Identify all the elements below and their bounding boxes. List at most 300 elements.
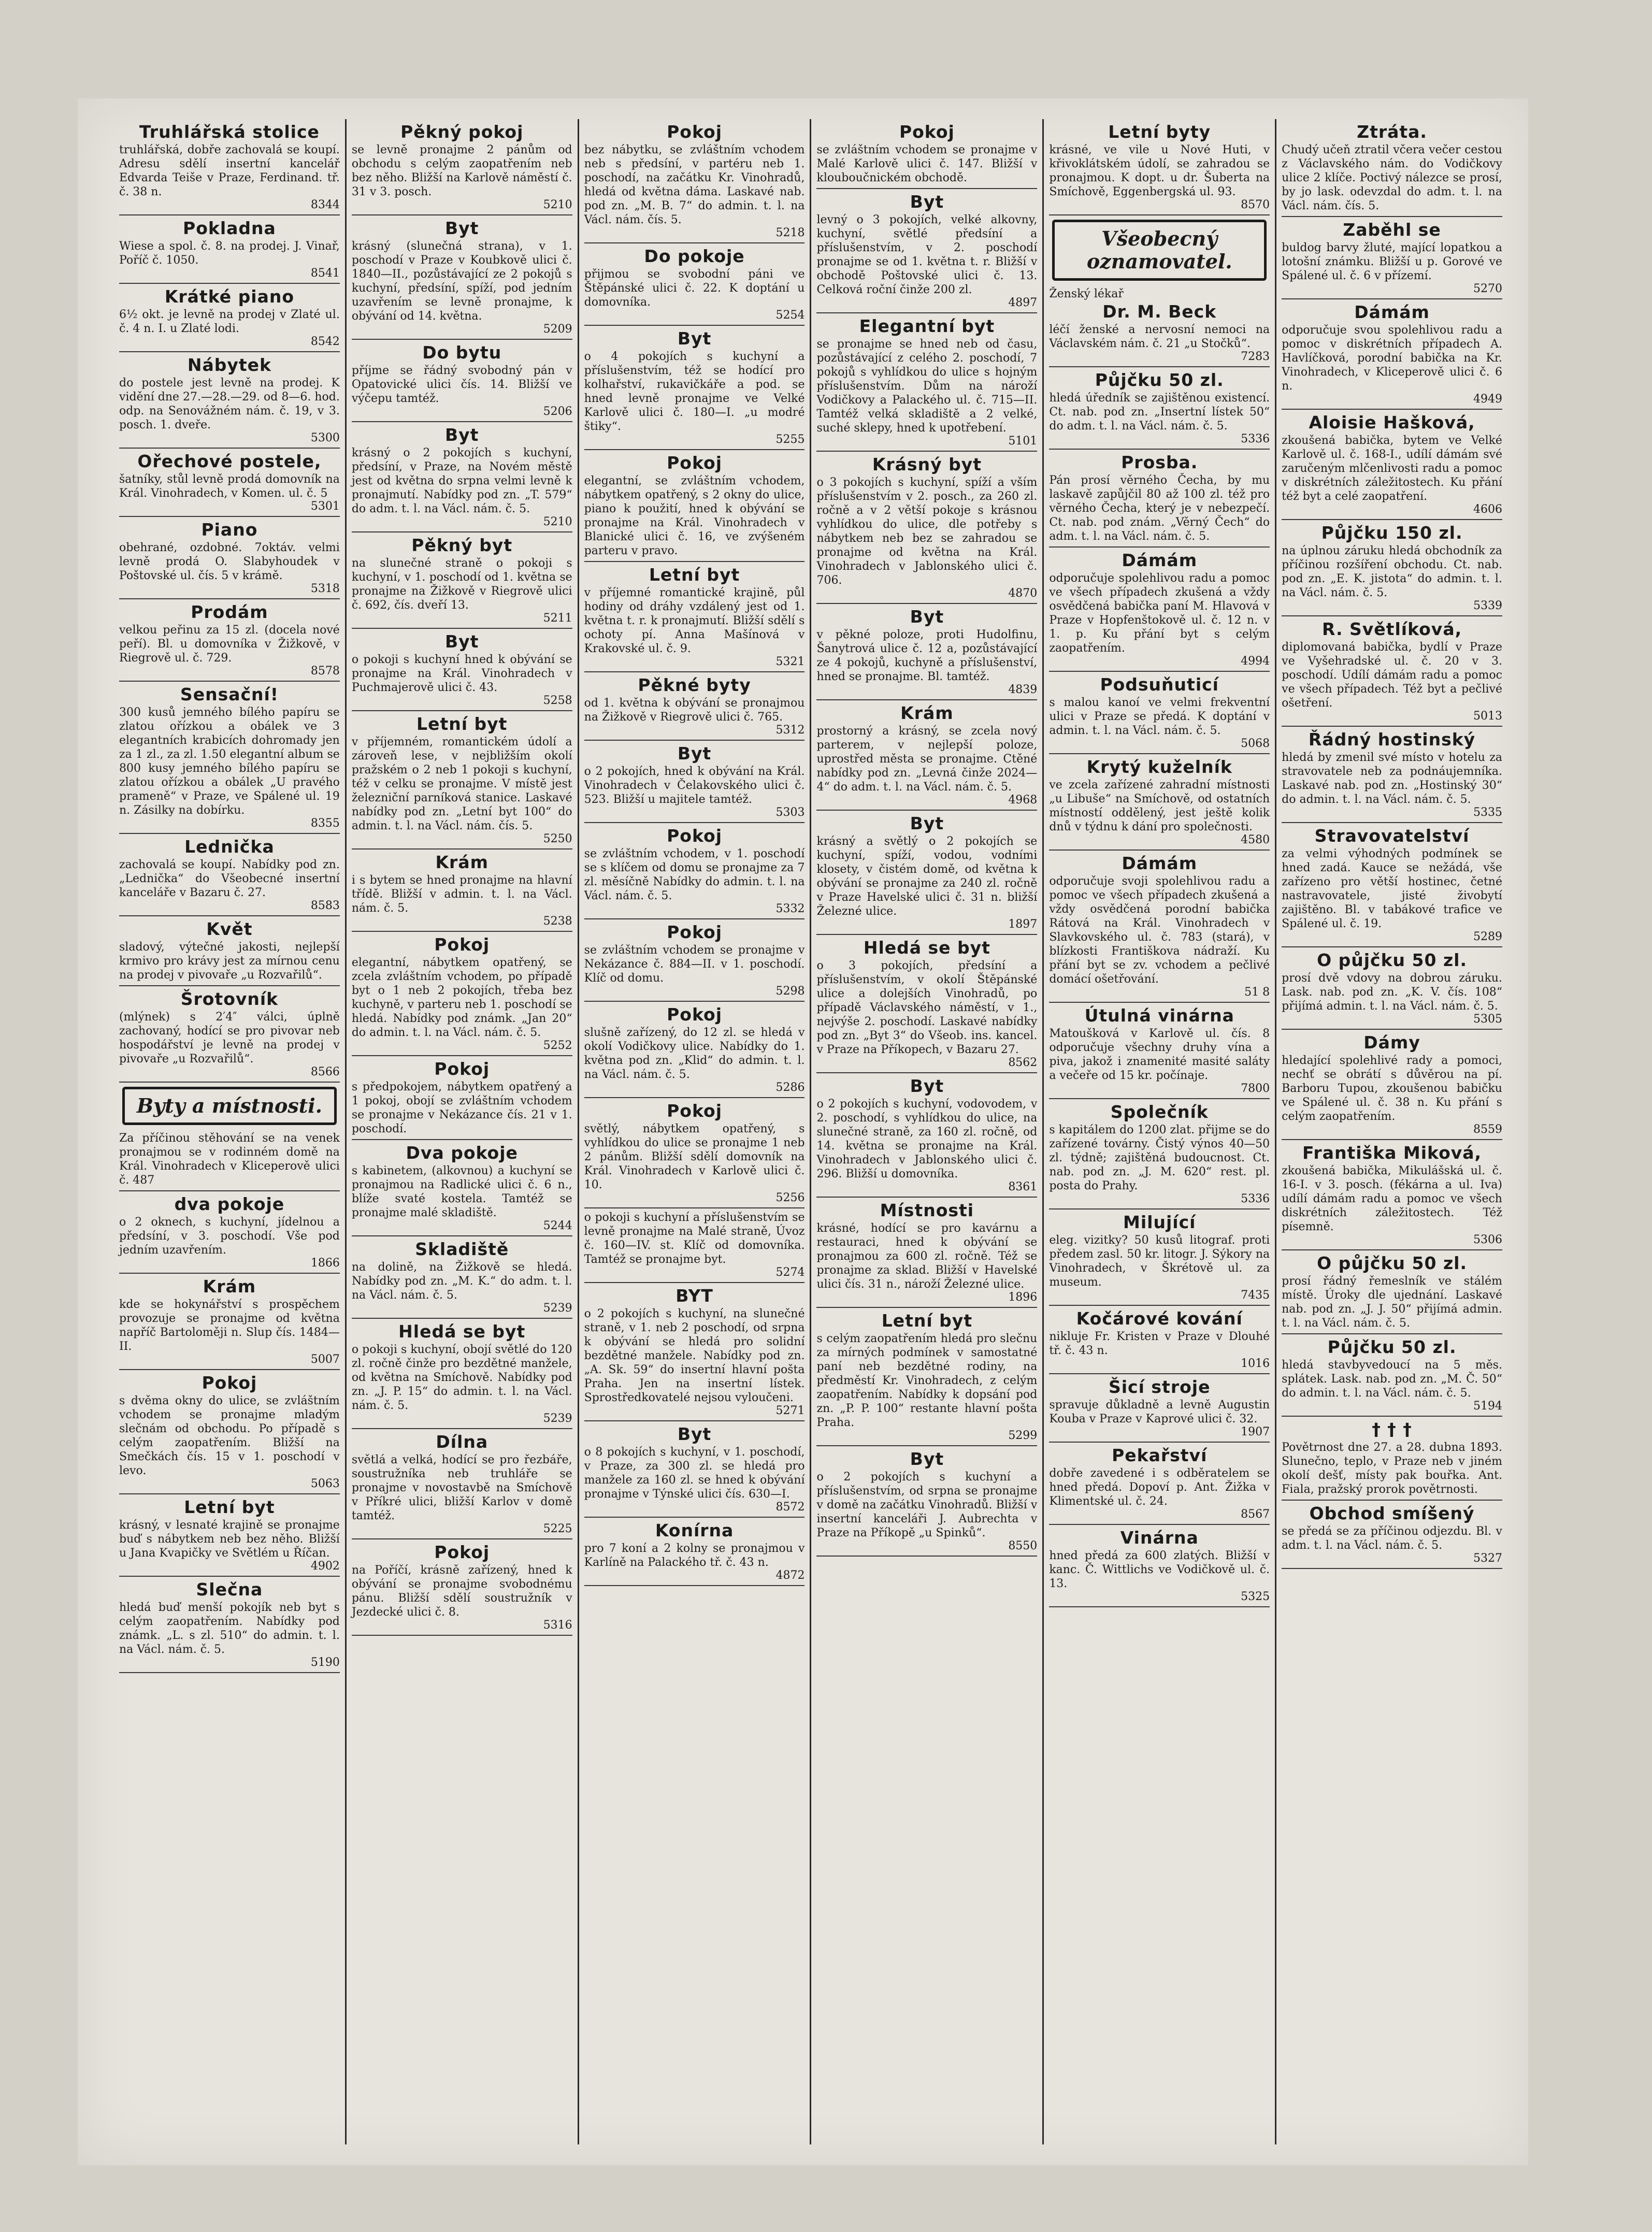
ad-number: 4949 bbox=[1473, 393, 1502, 406]
ad-body: zachovalá se koupí. Nabídky pod zn. „Lednička“ do Všeobecné insertní kanceláře v Bazaru č. 27. bbox=[119, 858, 340, 899]
classified-ad bbox=[584, 450, 805, 562]
ad-number: 5298 bbox=[775, 985, 805, 998]
ad-body: s kabinetem, (alkovnou) a kuchyní se pronajmou na Radlické ulici č. 6 n., blíže svaté kostela. Tamtéž se pronajme malé skladiště. bbox=[351, 1164, 572, 1219]
ad-heading: Byt bbox=[445, 218, 479, 238]
classified-ad bbox=[816, 452, 1037, 604]
ad-body: v příjemné romantické krajině, půl hodiny od dráhy vzdálený jest od 1. května t. r. k pronajmutí. Bližší sdělí s ochoty pí. Anna Mašínová v Krakovské ul. č. 9. bbox=[584, 586, 805, 655]
classified-ad bbox=[1049, 672, 1270, 754]
ad-heading: O půjčku 50 zl. bbox=[1317, 950, 1468, 970]
ad-body: prostorný a krásný, se zcela nový parterem, v nejlepší poloze, uprostřed města se pronajme. Ctěné nabídky pod zn. „Levná činže 2024—4“ do adm. t. l. na Václ. nám. č. 5. bbox=[816, 725, 1038, 794]
ad-body: Chudý učeň ztratil včera večer cestou z Václavského nám. do Vodičkovy ulice 2 klíče. Poctivý nálezce se prosí, by jo lask. odevzdal do adm. t. l. na Václ. nám. čís. 5. bbox=[1282, 143, 1502, 212]
classified-ad bbox=[119, 1494, 340, 1577]
ad-number: 5218 bbox=[775, 226, 805, 239]
ad-heading: Do bytu bbox=[422, 342, 502, 363]
ad-number: 5300 bbox=[310, 431, 340, 444]
classified-ad bbox=[584, 1518, 805, 1586]
ad-number: 5301 bbox=[310, 500, 340, 513]
ad-heading: Nábytek bbox=[187, 355, 271, 375]
ad-number: 4870 bbox=[1008, 587, 1038, 600]
ad-body: prosí dvě vdovy na dobrou záruku. Lask. nab. pod zn. „K. V. čís. 108“ přijímá admin. t. l. na Václ. nám. č. 5. bbox=[1282, 972, 1502, 1013]
ad-heading: † † † bbox=[1372, 1419, 1412, 1439]
ad-number: 8578 bbox=[310, 665, 340, 678]
ad-number: 7435 bbox=[1241, 1289, 1270, 1302]
ad-number: 4968 bbox=[1008, 794, 1038, 807]
classified-ad bbox=[816, 1308, 1037, 1446]
ad-body: diplomovaná babička, bydlí v Praze ve Vyšehradské ul. č. 20 v 3. poschodí. Udílí dámám radu a pomoc ve všech případech. Též byt a pečlivé ošetření. bbox=[1282, 641, 1502, 710]
ad-number: 5013 bbox=[1473, 710, 1502, 723]
ad-heading: Pokladna bbox=[183, 218, 276, 238]
ad-heading: Byt bbox=[677, 1424, 712, 1444]
classified-ad bbox=[1049, 754, 1270, 851]
classified-ad bbox=[584, 1283, 805, 1421]
ad-body: krásný (slunečná strana), v 1. poschodí v Praze v Koubkově ulici č. 1840—II., pozůstávající ze 2 pokojů s kuchyní, předsíní, spíží, pod jedním uzavřením se levně pronajme, k obývání od 14. května. bbox=[351, 240, 572, 323]
ad-heading: Letní byty bbox=[1108, 122, 1211, 142]
ad-heading: Letní byt bbox=[416, 714, 508, 734]
classified-ad bbox=[1049, 1374, 1270, 1443]
ad-heading: Ořechové postele, bbox=[137, 451, 322, 471]
ad-number: 5270 bbox=[1473, 282, 1502, 295]
ad-number: 8344 bbox=[310, 198, 340, 211]
classified-ad bbox=[352, 1236, 572, 1319]
classified-ad bbox=[816, 604, 1037, 700]
ad-body: Za příčinou stěhování se na venek pronajmou se v rodinném domě na Král. Vinohradech v Kliceperově ulici č. 487 bbox=[119, 1132, 340, 1187]
classified-ad bbox=[584, 919, 805, 1002]
ad-number: 5239 bbox=[543, 1302, 572, 1315]
ad-body: prosí řádný řemeslník ve stálém místě. Úroky dle ujednání. Laskavé nab. pod zn. „J. J. 50“ přijímá admin. t. l. na Václ. nám. č. 5. bbox=[1282, 1275, 1502, 1330]
ad-body: s malou kanoí ve velmi frekventní ulici v Praze se předá. K doptání v admin. t. l. na Václ. nám. č. 5. bbox=[1049, 696, 1270, 737]
classified-ad bbox=[1049, 548, 1270, 672]
ad-body: eleg. vizitky? 50 kusů litograf. proti předem zasl. 50 kr. litogr. J. Sýkory na Vinohradech, v Škrétově ul. za museum. bbox=[1049, 1234, 1270, 1289]
ad-body: spravuje důkladně a levně Augustin Kouba v Praze v Kaprové ulici č. 32. bbox=[1049, 1399, 1270, 1425]
ad-heading: Františka Miková, bbox=[1302, 1143, 1482, 1163]
classified-ad bbox=[1282, 520, 1502, 616]
ad-heading: Půjčku 50 zl. bbox=[1327, 1337, 1457, 1357]
ad-heading: O půjčku 50 zl. bbox=[1317, 1253, 1468, 1273]
ad-number: 1866 bbox=[310, 1257, 340, 1270]
classified-ad bbox=[119, 119, 340, 215]
ad-number: 5271 bbox=[775, 1404, 805, 1417]
classified-ad bbox=[1282, 727, 1502, 823]
classified-ad bbox=[119, 1191, 340, 1274]
ad-heading: Dámám bbox=[1122, 853, 1198, 873]
ad-heading: Dámy bbox=[1363, 1032, 1420, 1053]
ad-heading: Truhlářská stolice bbox=[139, 122, 320, 142]
ad-heading: Šrotovník bbox=[180, 989, 279, 1009]
ad-heading: Byt bbox=[910, 813, 944, 833]
ad-body: o pokoji s kuchyní, obojí světlé do 120 zl. ročně činže pro bezdětné manžele, od května na Smíchově. Nabídky pod zn. „J. P. 15“ do admin. t. l. na Václ. nám. č. 5. bbox=[351, 1343, 572, 1412]
ad-number: 5258 bbox=[543, 694, 572, 707]
ad-heading: Milující bbox=[1123, 1212, 1196, 1232]
classified-ad bbox=[1049, 1099, 1270, 1209]
classified-ad bbox=[119, 517, 340, 599]
ad-number: 5063 bbox=[310, 1477, 340, 1490]
ad-heading: Místnosti bbox=[880, 1200, 974, 1220]
classified-ad bbox=[1282, 823, 1502, 947]
ad-body: Matoušková v Karlově ul. čís. 8 odporučuje všechny druhy vína a piva, jakož i znamenité masité saláty a večeře od 15 kr. počínaje. bbox=[1049, 1027, 1270, 1082]
ad-number: 5250 bbox=[543, 832, 572, 845]
ad-number: 5305 bbox=[1473, 1013, 1502, 1026]
ad-body: o 3 pokojích, předsíní a příslušenstvím, v okolí Štěpánské ulice a dolejších Vinohradů, po případě Václavského náměstí, v 1., nejvýše 2. poschodí. Laskavé nabídky pod zn. „Byt 3“ do Všeob. ins. kancel. v Praze na Příkopech, v Bazaru 27. bbox=[816, 959, 1038, 1056]
ad-body: se předá se za příčinou odjezdu. Bl. v adm. t. l. na Václ. nám. č. 5. bbox=[1282, 1525, 1502, 1552]
ad-heading: Konírna bbox=[655, 1520, 734, 1540]
ad-body: s kapitálem do 1200 zlat. přijme se do zařízené továrny. Čistý výnos 40—50 zl. týdně; zajištěná budoucnost. Ct. nab. pod zn. „J. M. 620“ rest. pl. posta do Prahy. bbox=[1049, 1124, 1270, 1192]
ad-number: 51 8 bbox=[1244, 986, 1270, 999]
ad-number: 5339 bbox=[1473, 599, 1502, 612]
ad-number: 8550 bbox=[1008, 1539, 1038, 1552]
ad-number: 8541 bbox=[310, 267, 340, 280]
ad-body: Wiese a spol. č. 8. na prodej. J. Vinař, Poříč č. 1050. bbox=[119, 240, 340, 267]
ad-body: 6½ okt. je levně na prodej v Zlaté ul. č. 4 n. I. u Zlaté lodi. bbox=[119, 308, 340, 335]
ad-heading: Aloisie Hašková, bbox=[1309, 412, 1475, 433]
ad-number: 8542 bbox=[310, 335, 340, 348]
ad-body: pro 7 koní a 2 kolny se pronajmou v Karlíně na Palackého tř. č. 43 n. bbox=[584, 1542, 805, 1569]
ad-heading: Lednička bbox=[184, 837, 275, 857]
classified-ad bbox=[119, 599, 340, 682]
classified-ad bbox=[1282, 947, 1502, 1030]
classified-ad bbox=[1282, 1250, 1502, 1334]
ad-number: 4902 bbox=[310, 1560, 340, 1573]
ad-heading: Do pokoje bbox=[644, 246, 745, 266]
ad-heading: Dr. M. Beck bbox=[1102, 301, 1217, 322]
column-5 bbox=[1042, 119, 1275, 2144]
classified-ad bbox=[1049, 1003, 1270, 1099]
ad-body: hned předá za 600 zlatých. Bližší v kanc. Č. Wittlichs ve Vodičkově ul. č. 13. bbox=[1049, 1549, 1270, 1590]
ad-heading: Byt bbox=[677, 328, 712, 349]
classified-ad bbox=[1049, 851, 1270, 1003]
classified-ad bbox=[584, 326, 805, 450]
ad-number: 5068 bbox=[1241, 737, 1270, 750]
ad-body: o 2 pokojích s kuchyní, na slunečné straně, v 1. neb 2 poschodí, od srpna k obývání se hledá pro solidní bezdětné manžele. Nabídky pod zn. „A. Sk. 59“ do insertní hlavní pošta Praha. Jen na insertní lístek. Sprostředkovatelé nejsou vyloučeni. bbox=[584, 1307, 805, 1404]
classified-ad bbox=[1282, 410, 1502, 520]
ad-heading: Ztráta. bbox=[1357, 122, 1427, 142]
ad-body: zkoušená babička, bytem ve Velké Karlově ul. č. 168-I., udílí dámám své zaručeným mlčenlivosti radu a pomoc v diskrétních záležitostech. Ku přání též byt a celé zaopatření. bbox=[1282, 434, 1502, 503]
ad-body: hledá by zmenil své místo v hotelu za stravovatele neb za podnáujemníka. Laskavé nab. pod zn. „Hostinský 30“ do admin. t. l. na Václ. nám. č. 5. bbox=[1282, 751, 1502, 806]
ad-number: 5210 bbox=[543, 515, 572, 528]
ad-number: 8562 bbox=[1008, 1056, 1038, 1069]
ad-body: do postele jest levně na prodej. K vidění dne 27.—28.—29. od 8—6. hod. odp. na Senovážném nám. č. 19, v 3. posch. 1. dveře. bbox=[119, 377, 340, 431]
ad-number: 5312 bbox=[775, 724, 805, 737]
ad-number: 4580 bbox=[1241, 833, 1270, 846]
ad-number: 4994 bbox=[1241, 655, 1270, 668]
classified-ad bbox=[584, 741, 805, 823]
classified-ad bbox=[352, 932, 572, 1056]
ad-number: 8570 bbox=[1241, 198, 1270, 211]
ad-heading: Pokoj bbox=[202, 1373, 257, 1393]
classified-ad bbox=[119, 1274, 340, 1370]
classified-ad bbox=[584, 823, 805, 919]
section-heading: Byty a místnosti. bbox=[122, 1087, 337, 1125]
ad-number: 8566 bbox=[310, 1065, 340, 1078]
ad-body: elegantní, nábytkem opatřený, se zcela zvláštním vchodem, po případě byt o 1 neb 2 pokojích, třeba bez kuchyně, v parteru neb 1. poschodí se hledá. Nabídky pod známk. „Jan 20“ do admin. t. l. na Václ. nám. č. 5. bbox=[351, 956, 572, 1039]
ad-heading: Stravovatelství bbox=[1314, 826, 1470, 846]
classified-ad bbox=[352, 849, 572, 932]
ad-heading: Pokoj bbox=[667, 1101, 723, 1121]
classified-ad bbox=[584, 1002, 805, 1098]
ad-number: 7800 bbox=[1241, 1082, 1270, 1095]
ad-number: 8355 bbox=[310, 817, 340, 830]
ad-body: levný o 3 pokojích, velké alkovny, kuchyní, světlé předsíní a příslušenstvím, v 2. poschodí pronajme se od 1. května t. r. Bližší v obchodě Poštovské ulici č. 13. Celková roční činže 200 zl. bbox=[816, 213, 1038, 296]
ad-heading: Dílna bbox=[436, 1432, 489, 1452]
ad-heading: Útulná vinárna bbox=[1084, 1005, 1234, 1026]
ad-body: zkoušená babička, Mikulášská ul. č. 16-I. v 3. posch. (fékárna a ul. Iva) udílí dámám radu a pomoc ve všech diskrétních záležitostech. Též písemně. bbox=[1282, 1164, 1502, 1233]
classified-ad bbox=[1049, 450, 1270, 548]
ad-heading: Slečna bbox=[196, 1579, 263, 1600]
classified-ad bbox=[1282, 119, 1502, 217]
classified-ad bbox=[119, 284, 340, 352]
ad-heading: Byt bbox=[910, 1449, 944, 1469]
classified-ad bbox=[119, 1129, 340, 1191]
ad-body: buldog barvy žluté, mající lopatkou a lotošní známku. Bližší u p. Gorové ve Spálené ul. č. 6 v přízemí. bbox=[1282, 241, 1502, 282]
column-4 bbox=[810, 119, 1042, 2144]
ad-number: 5194 bbox=[1473, 1400, 1502, 1413]
ad-heading: Podsuňuticí bbox=[1100, 674, 1219, 695]
ad-body: dobře zavedené i s odběratelem se hned předá. Dopoví p. Ant. Žižka v Klimentské ul. č. 24. bbox=[1049, 1467, 1270, 1508]
ad-number: 5335 bbox=[1473, 806, 1502, 819]
ad-number: 5101 bbox=[1008, 435, 1038, 448]
ad-number: 5274 bbox=[775, 1266, 805, 1279]
ad-heading: Pokoj bbox=[667, 122, 723, 142]
ad-number: 5325 bbox=[1241, 1590, 1270, 1603]
ad-heading: Dva pokoje bbox=[406, 1143, 518, 1163]
ad-heading: Pěkný pokoj bbox=[400, 122, 524, 142]
classified-ad bbox=[352, 1319, 572, 1429]
ad-body: s předpokojem, nábytkem opatřený a 1 pokoj, obojí se zvláštním vchodem se pronajme v Nekázance čís. 21 v 1. poschodí. bbox=[351, 1081, 572, 1135]
ad-heading: Pekařství bbox=[1112, 1445, 1208, 1465]
ad-body: o pokoji s kuchyní a příslušenstvím se levně pronajme na Malé straně, Úvoz č. 160—IV. st. Klíč od domovníka. Tamtéž se pronajme byt. bbox=[584, 1211, 805, 1266]
ad-body: ve zcela zařízené zahradní místnosti „u Libuše“ na Smíchově, od ostatních místností oddělený, jest ještě kolik dnů v týdnu k dání pro společnosti. bbox=[1049, 779, 1270, 833]
ad-number: 5316 bbox=[543, 1619, 572, 1632]
ad-heading: Šicí stroje bbox=[1108, 1377, 1211, 1397]
ad-body: hledá buď menší pokojík neb byt s celým zaopatřením. Nabídky pod známk. „L. s zl. 510“ do admin. t. l. na Václ. nám. č. 5. bbox=[119, 1601, 340, 1656]
ad-number: 1897 bbox=[1008, 918, 1038, 931]
ad-heading: Byt bbox=[910, 192, 944, 212]
ad-body: Pán prosí věrného Čecha, by mu laskavě zapůjčil 80 až 100 zl. též pro věrného Čecha, který je v nebezpečí. Ct. nab. pod znám. „Věrný Čech“ do adm. t. l. na Václ. nám. č. 5. bbox=[1049, 474, 1270, 543]
ad-heading: Společník bbox=[1110, 1102, 1209, 1122]
ad-heading: Letní byt bbox=[881, 1311, 973, 1331]
ad-number: 5299 bbox=[1008, 1429, 1038, 1442]
ad-body: (mlýnek) s 2′4″ válci, úplně zachovaný, hodící se pro pivovar neb hospodářství je levně na prodej v pivovaře „u Rozvařilů“. bbox=[119, 1011, 340, 1065]
section-heading: Všeobecný oznamovatel. bbox=[1052, 220, 1267, 281]
classified-ad bbox=[1049, 1209, 1270, 1306]
classified-ad bbox=[352, 711, 572, 849]
newspaper-page bbox=[78, 98, 1528, 2165]
ad-heading: Obchod smíšený bbox=[1309, 1503, 1475, 1523]
classified-ad bbox=[352, 1539, 572, 1636]
classified-ad bbox=[1049, 285, 1270, 367]
classified-ad bbox=[816, 1073, 1037, 1198]
classified-ad bbox=[352, 1056, 572, 1140]
ad-heading: Pokoj bbox=[434, 934, 490, 955]
ad-body: za velmi výhodných podmínek se hned zadá. Kauce se nežádá, vše zařízeno pro větší hostinec, četné nastravovatele, jisté živobytí zajištěno. Bl. v tabákové trafice ve Spálené ul. č. 19. bbox=[1282, 847, 1502, 930]
column-2 bbox=[345, 119, 578, 2144]
classified-ad bbox=[584, 1098, 805, 1208]
ad-number: 8583 bbox=[310, 899, 340, 912]
ad-number: 4872 bbox=[775, 1569, 805, 1582]
ad-body: se levně pronajme 2 pánům od obchodu s celým zaopatřením neb bez něho. Bližší na Karlově náměstí č. 31 v 3. posch. bbox=[351, 143, 572, 198]
ad-body: nikluje Fr. Kristen v Praze v Dlouhé tř. č. 43 n. bbox=[1049, 1330, 1270, 1357]
ad-heading: Krám bbox=[435, 852, 489, 872]
classified-ad bbox=[1049, 1443, 1270, 1525]
classified-ad bbox=[352, 340, 572, 422]
ad-body: krásný, v lesnaté krajině se pronajme buď s nábytkem neb bez něho. Bližší u Jana Kvapičky ve Světlém u Říčan. bbox=[119, 1519, 340, 1560]
ad-number: 5289 bbox=[1473, 930, 1502, 943]
ad-heading: Řádný hostinský bbox=[1308, 729, 1476, 750]
ad-body: o pokoji s kuchyní hned k obývání se pronajme na Král. Vinohradech v Puchmajerově ulici č. 43. bbox=[351, 653, 572, 694]
ad-number: 5336 bbox=[1241, 433, 1270, 445]
ad-body: světlá a velká, hodící se pro řezbáře, soustružníka neb truhláře se pronajme v novostavbě na Smíchově v Příkré ulici, bližší Karlov v domě tamtéž. bbox=[351, 1453, 572, 1522]
classified-ad bbox=[584, 119, 805, 243]
classified-ad bbox=[119, 449, 340, 517]
ad-body: o 2 pokojích, hned k obývání na Král. Vinohradech v Čelakovského ulici č. 523. Bližší u majitele tamtéž. bbox=[584, 765, 805, 806]
ad-number: 5211 bbox=[543, 612, 572, 625]
classified-ad bbox=[1282, 1140, 1502, 1250]
ad-number: 8567 bbox=[1241, 1508, 1270, 1521]
classified-ad bbox=[816, 119, 1037, 189]
classified-ad bbox=[584, 1421, 805, 1518]
ad-body: velkou peřinu za 15 zl. (docela nové peří). Bl. u domovníka v Žižkově, v Riegrově ul. č. 729. bbox=[119, 624, 340, 665]
ad-number: 5306 bbox=[1473, 1233, 1502, 1246]
ad-body: krásné, ve vile u Nové Huti, v křivoklátském údolí, se zahradou se pronajmou. K dopt. u dr. Šuberta na Smíchově, Eggenbergská ul. 93. bbox=[1049, 143, 1270, 198]
ad-body: v pěkné poloze, proti Hudolfinu, Šanytrová ulice č. 12 a, pozůstávající ze 4 pokojů, kuchyně a příslušenství, hned se pronajme. Bl. tamtéž. bbox=[816, 628, 1038, 683]
ad-body: šatníky, stůl levně prodá domovník na Král. Vinohradech, v Komen. ul. č. 5 bbox=[119, 473, 340, 500]
ad-number: 5239 bbox=[543, 1412, 572, 1425]
classified-ad bbox=[352, 1429, 572, 1539]
classified-ad bbox=[816, 811, 1037, 935]
ad-body: kde se hokynářství s prospěchem provozuje se pronajme od května napříč Bartoloměji n. Slup čís. 1484—II. bbox=[119, 1298, 340, 1353]
classified-ad bbox=[119, 682, 340, 834]
ad-body: o 4 pokojích s kuchyní a příslušenstvím, též se hodící pro kolhařství, rukavičkáře a pod. se hned levně pronajme ve Velké Karlově ulici č. 180—I. „u modré štiky“. bbox=[584, 350, 805, 433]
ad-heading: Pokoj bbox=[667, 826, 723, 846]
ad-body: na dolině, na Žižkově se hledá. Nabídky pod zn. „M. K.“ do adm. t. l. na Václ. nám. č. 5. bbox=[351, 1261, 572, 1302]
classified-ad bbox=[1282, 1334, 1502, 1417]
classified-ad bbox=[119, 1370, 340, 1494]
ad-heading: Květ bbox=[206, 919, 253, 939]
ad-body: o 3 pokojích s kuchyní, spíží a vším příslušenstvím v 2. posch., za 260 zl. ročně a v 2 větší pokoje s krásnou vyhlídkou do ulice, dle potřeby s nábytkem neb bez se zahradou se pronajme od května na Král. Vinohradech v Jablonského ulici č. 706. bbox=[816, 476, 1038, 587]
classified-ad bbox=[119, 916, 340, 986]
ad-body: se zvláštním vchodem se pronajme v Malé Karlově ulici č. 147. Bližší v klouboučnickém obchodě. bbox=[816, 143, 1038, 184]
ad-number: 5318 bbox=[310, 582, 340, 595]
classified-ad bbox=[119, 215, 340, 284]
ad-body: přijmou se svobodní páni ve Štěpánské ulici č. 22. K doptání u domovníka. bbox=[584, 268, 805, 309]
ad-body: o 8 pokojích s kuchyní, v 1. poschodí, v Praze, za 300 zl. se hledá pro manžele za 160 zl. se hned k obývání pronajme v Týnské ulici čís. 630—I. bbox=[584, 1446, 805, 1501]
ad-number: 8361 bbox=[1008, 1180, 1038, 1193]
ad-number: 5206 bbox=[543, 405, 572, 418]
ad-heading: Sensační! bbox=[180, 684, 279, 704]
ad-number: 5252 bbox=[543, 1039, 572, 1052]
ad-number: 5286 bbox=[775, 1081, 805, 1094]
classified-ad bbox=[1282, 1030, 1502, 1140]
classified-ad bbox=[352, 1140, 572, 1236]
classified-ad bbox=[1049, 367, 1270, 450]
classified-ad bbox=[1049, 119, 1270, 215]
ad-heading: Pěkný byt bbox=[411, 535, 513, 555]
ad-number: 5256 bbox=[775, 1191, 805, 1204]
ad-heading: Krátké piano bbox=[164, 286, 294, 307]
ad-number: 5190 bbox=[310, 1656, 340, 1669]
ad-number: 5336 bbox=[1241, 1192, 1270, 1205]
ad-body: o 2 pokojích s kuchyní a příslušenstvím, od srpna se pronajme v domě na začátku Vinohradů. Bližší v insertní kanceláři J. Aubrechta v Praze na Příkopě „u Spinků“. bbox=[816, 1471, 1038, 1539]
ad-heading: Prodám bbox=[191, 602, 268, 622]
ad-body: bez nábytku, se zvláštním vchodem neb s předsíní, v partéru neb 1. poschodí, na začátku Kr. Vinohradů, hledá od května dáma. Laskavé nab. pod zn. „M. B. 7“ do admin. t. l. na Václ. nám. čís. 5. bbox=[584, 143, 805, 226]
ad-number: 1907 bbox=[1241, 1425, 1270, 1438]
classified-ad bbox=[584, 243, 805, 326]
ad-number: 5327 bbox=[1473, 1552, 1502, 1565]
classified-ad bbox=[584, 672, 805, 741]
ad-body: sladový, výtečné jakosti, nejlepší krmivo pro krávy jest za mírnou cenu na prodej v pivovaře „u Rozvařilů“. bbox=[119, 941, 340, 982]
classified-ad bbox=[1282, 1501, 1502, 1569]
ad-heading: Prosba. bbox=[1121, 452, 1198, 472]
ad-heading: Skladiště bbox=[415, 1239, 509, 1259]
ad-number: 5210 bbox=[543, 198, 572, 211]
ad-heading: Vinárna bbox=[1120, 1528, 1199, 1548]
classified-ad bbox=[119, 834, 340, 916]
column-6 bbox=[1275, 119, 1507, 2144]
ad-heading: Krásný byt bbox=[872, 454, 982, 474]
ad-heading: Půjčku 50 zl. bbox=[1095, 370, 1224, 390]
ad-heading: dva pokoje bbox=[174, 1194, 285, 1214]
ad-heading: Hledá se byt bbox=[863, 938, 990, 958]
ad-heading: Kočárové kování bbox=[1076, 1308, 1243, 1329]
column-1 bbox=[114, 119, 345, 2144]
ad-number: 5303 bbox=[775, 806, 805, 819]
ad-body: v příjemném, romantickém údolí a zároveň lese, v nejbližším okolí pražském o 2 neb 1 pokoji s kuchyní, též v celku se pronajme. V místě jest železniční parníková stanice. Laskavé nabídky pod zn. „Letní byt 100“ do admin. t. l. na Václ. nám. čís. 5. bbox=[351, 736, 572, 832]
ad-number: 8572 bbox=[775, 1501, 805, 1514]
classified-ad bbox=[119, 1577, 340, 1673]
ad-body: o 2 pokojích s kuchyní, vodovodem, v 2. poschodí, s vyhlídkou do ulice, na slunečné straně, za 160 zl. ročně, od 14. května se pronajme na Král. Vinohradech v Jablonského ulici č. 296. Bližší u domovníka. bbox=[816, 1098, 1038, 1180]
ad-heading: R. Světlíková, bbox=[1321, 619, 1462, 639]
ad-number: 4839 bbox=[1008, 683, 1038, 696]
classified-columns bbox=[114, 119, 1507, 2144]
classified-ad bbox=[816, 189, 1037, 313]
ad-number: 5007 bbox=[310, 1353, 340, 1366]
classified-ad bbox=[352, 119, 572, 215]
ad-heading: Byt bbox=[910, 607, 944, 627]
ad-body: odporučuje svou spolehlivou radu a pomoc v diskrétních případech A. Havlíčková, porodní babička na Kr. Vinohradech, v Kliceperově ulici č. 6 n. bbox=[1282, 324, 1502, 393]
classified-ad bbox=[1282, 217, 1502, 299]
ad-body: o 2 oknech, s kuchyní, jídelnou a předsíní, v 3. poschodí. Vše pod jedním uzavřením. bbox=[119, 1216, 340, 1257]
ad-body: slušně zařízený, do 12 zl. se hledá v okolí Vodičkovy ulice. Nabídky do 1. května pod zn. „Klid“ do admin. t. l. na Václ. nám. č. 5. bbox=[584, 1026, 805, 1081]
ad-number: 1016 bbox=[1241, 1357, 1270, 1370]
ad-heading: Hledá se byt bbox=[398, 1321, 526, 1342]
ad-heading: Byt bbox=[910, 1076, 944, 1096]
ad-heading: Pokoj bbox=[667, 922, 723, 942]
classified-ad bbox=[816, 1198, 1037, 1308]
ad-heading: Krám bbox=[900, 703, 954, 723]
ad-preheading: Ženský lékař bbox=[1049, 287, 1124, 300]
ad-body: Povětrnost dne 27. a 28. dubna 1893. Slunečno, teplo, v Praze neb v jiném okolí dešť, místy pak bouřka. Ant. Fiala, pražský prorok povětrnosti. bbox=[1282, 1441, 1502, 1496]
classified-ad bbox=[352, 422, 572, 532]
ad-number: 8559 bbox=[1473, 1123, 1502, 1136]
ad-number: 5209 bbox=[543, 323, 572, 336]
ad-body: elegantní, se zvláštním vchodem, nábytkem opatřený, s 2 okny do ulice, piano k použití, hned k obývání se pronajme na Král. Vinohradech v Blanické ulici č. 16, ve zvýšeném parteru v pravo. bbox=[584, 474, 805, 557]
classified-ad bbox=[816, 313, 1037, 452]
classified-ad bbox=[352, 629, 572, 711]
classified-ad bbox=[816, 1446, 1037, 1557]
ad-number: 5244 bbox=[543, 1219, 572, 1232]
ad-heading: Byt bbox=[445, 631, 479, 652]
classified-ad bbox=[1282, 299, 1502, 410]
ad-number: 4606 bbox=[1473, 503, 1502, 516]
ad-body: léčí ženské a nervosní nemoci na Václavském nám. č. 21 „u Stočků“. bbox=[1049, 323, 1270, 350]
ad-body: příjme se řádný svobodný pán v Opatovické ulici čís. 14. Bližší ve výčepu tamtéž. bbox=[351, 364, 572, 405]
ad-heading: Byt bbox=[677, 743, 712, 764]
ad-body: odporučuje spolehlivou radu a pomoc ve všech případech zkušená a vždy osvědčená babička paní M. Hlavová v Praze v Hopfenštokově ul. č. 12 n. v 1. p. Ku přání byt s celým zaopatřením. bbox=[1049, 572, 1270, 655]
ad-number: 5225 bbox=[543, 1522, 572, 1535]
ad-heading: Byt bbox=[445, 425, 479, 445]
ad-body: se pronajme se hned neb od času, pozůstávající z celého 2. poschodí, 7 pokojů s vyhlídkou do ulice s hojným příslušenstvím. Dům na nároží Vodičkovy a Palackého ul. č. 715—II. Tamtéž velká skladiště a 2 velké, suché sklepy, hned k upotřebení. bbox=[816, 338, 1038, 435]
classified-ad bbox=[584, 1208, 805, 1283]
classified-ad bbox=[1282, 616, 1502, 727]
